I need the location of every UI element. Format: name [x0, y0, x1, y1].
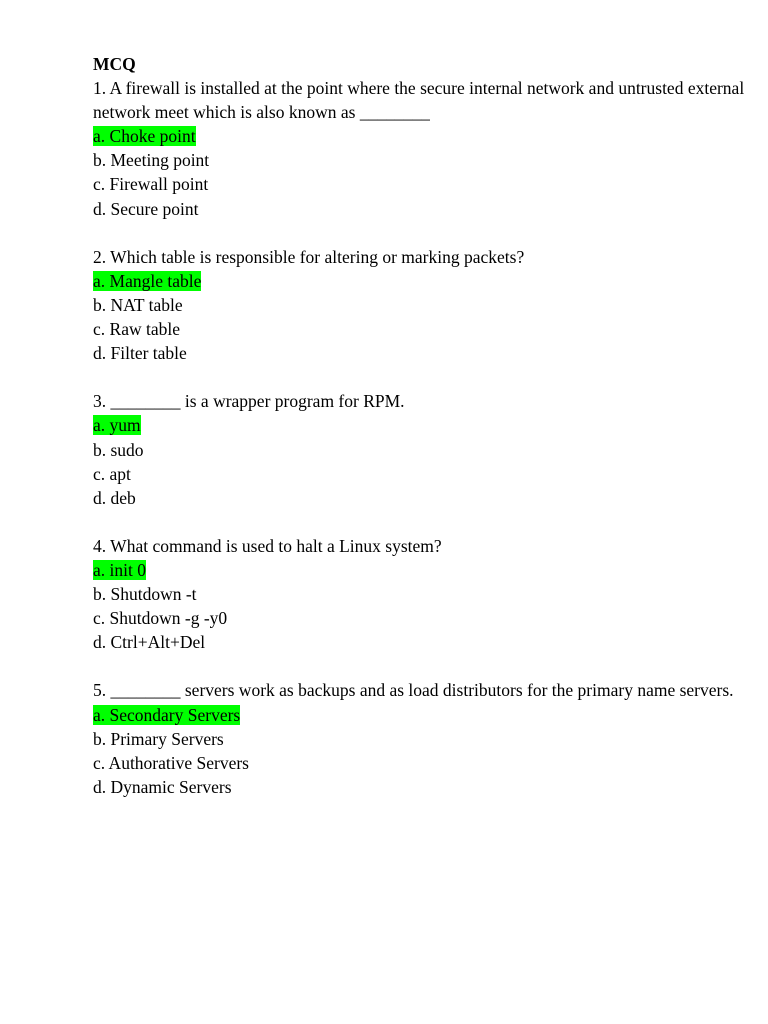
question-text: 2. Which table is responsible for altering or marking packets? [93, 246, 525, 267]
document-title: MCQ [93, 54, 136, 74]
answer-option: d. Secure point [93, 198, 199, 219]
answer-option: d. Ctrl+Alt+Del [93, 632, 206, 653]
question-block [93, 76, 758, 221]
answer-option: d. deb [93, 487, 136, 508]
spacer [93, 365, 758, 389]
correct-answer-option: a. Mangle table [93, 270, 202, 291]
answer-option: b. sudo [93, 439, 144, 460]
answer-option: c. Shutdown -g -y0 [93, 608, 228, 629]
spacer [93, 510, 758, 534]
answer-option: d. Filter table [93, 343, 187, 364]
answer-option: b. NAT table [93, 294, 183, 315]
correct-answer-option: a. init 0 [93, 559, 146, 580]
answer-option: d. Dynamic Servers [93, 776, 232, 797]
question-block [93, 534, 758, 654]
question-block [93, 678, 758, 798]
correct-answer-option: a. yum [93, 415, 141, 436]
spacer [93, 221, 758, 245]
question-text: 1. A firewall is installed at the point where the secure internal network and untrusted external network meet which is also known as ________ [93, 78, 745, 123]
answer-option: b. Primary Servers [93, 728, 224, 749]
answer-option: c. Firewall point [93, 174, 209, 195]
correct-answer-option: a. Secondary Servers [93, 704, 241, 725]
question-text: 3. ________ is a wrapper program for RPM. [93, 391, 405, 412]
answer-option: b. Shutdown -t [93, 584, 197, 605]
question-text: 5. ________ servers work as backups and as load distributors for the primary name servers. [93, 680, 734, 701]
question-text: 4. What command is used to halt a Linux system? [93, 535, 442, 556]
answer-option: c. Raw table [93, 319, 180, 340]
spacer [93, 654, 758, 678]
question-block [93, 389, 758, 509]
document-page [93, 52, 758, 799]
answer-option: c. apt [93, 463, 131, 484]
correct-answer-option: a. Choke point [93, 126, 196, 147]
answer-option: b. Meeting point [93, 150, 210, 171]
answer-option: c. Authorative Servers [93, 752, 249, 773]
question-block [93, 245, 758, 365]
